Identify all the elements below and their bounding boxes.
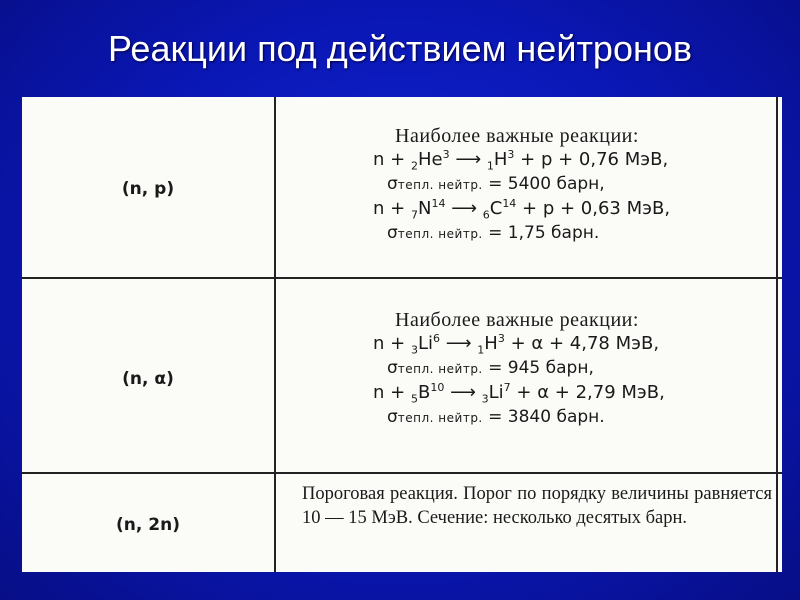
scanned-table: [22, 97, 782, 572]
reaction-cell-n-alpha: [287, 309, 777, 430]
slide-title: Реакции под действием нейтронов: [108, 28, 692, 69]
reaction-type-n-2n: (n, 2n): [116, 515, 180, 535]
cross-section-b10: σтепл. нейтр. = 3840 барн.: [387, 407, 605, 427]
equation-n14: $n + _7N^{14}$ ⟶ $_6C^{14} + p + 0,63$ МэВ,: [373, 197, 671, 222]
cell-heading: Наиболее важные реакции:: [395, 309, 639, 331]
row-divider: [22, 277, 782, 279]
equation-he3: $n + _2He^3$ ⟶ $_1H^3 + p + 0,76$ МэВ,: [373, 148, 669, 173]
row-divider: [22, 472, 782, 474]
threshold-reaction-text: Пороговая реакция. Порог по порядку величины равняется 10 — 15 МэВ. Сечение: несколько десятых барн.: [302, 484, 772, 528]
column-divider: [274, 97, 276, 572]
cross-section-n14: σтепл. нейтр. = 1,75 барн.: [387, 223, 600, 243]
reaction-type-np: (n, p): [121, 179, 175, 199]
equation-li6: $n + _3Li^6$ ⟶ $_1H^3 + \alpha + 4,78$ МэВ,: [373, 332, 660, 357]
cross-section-he3: σтепл. нейтр. = 5400 барн,: [387, 174, 605, 194]
equation-b10: $n + _5B^{10}$ ⟶ $_3Li^7 + \alpha + 2,79$ МэВ,: [373, 381, 665, 406]
cell-heading: Наиболее важные реакции:: [395, 125, 639, 147]
reaction-cell-np: [287, 125, 777, 246]
reaction-type-n-alpha: (n, α): [122, 369, 174, 389]
cross-section-li6: σтепл. нейтр. = 945 барн,: [387, 358, 594, 378]
